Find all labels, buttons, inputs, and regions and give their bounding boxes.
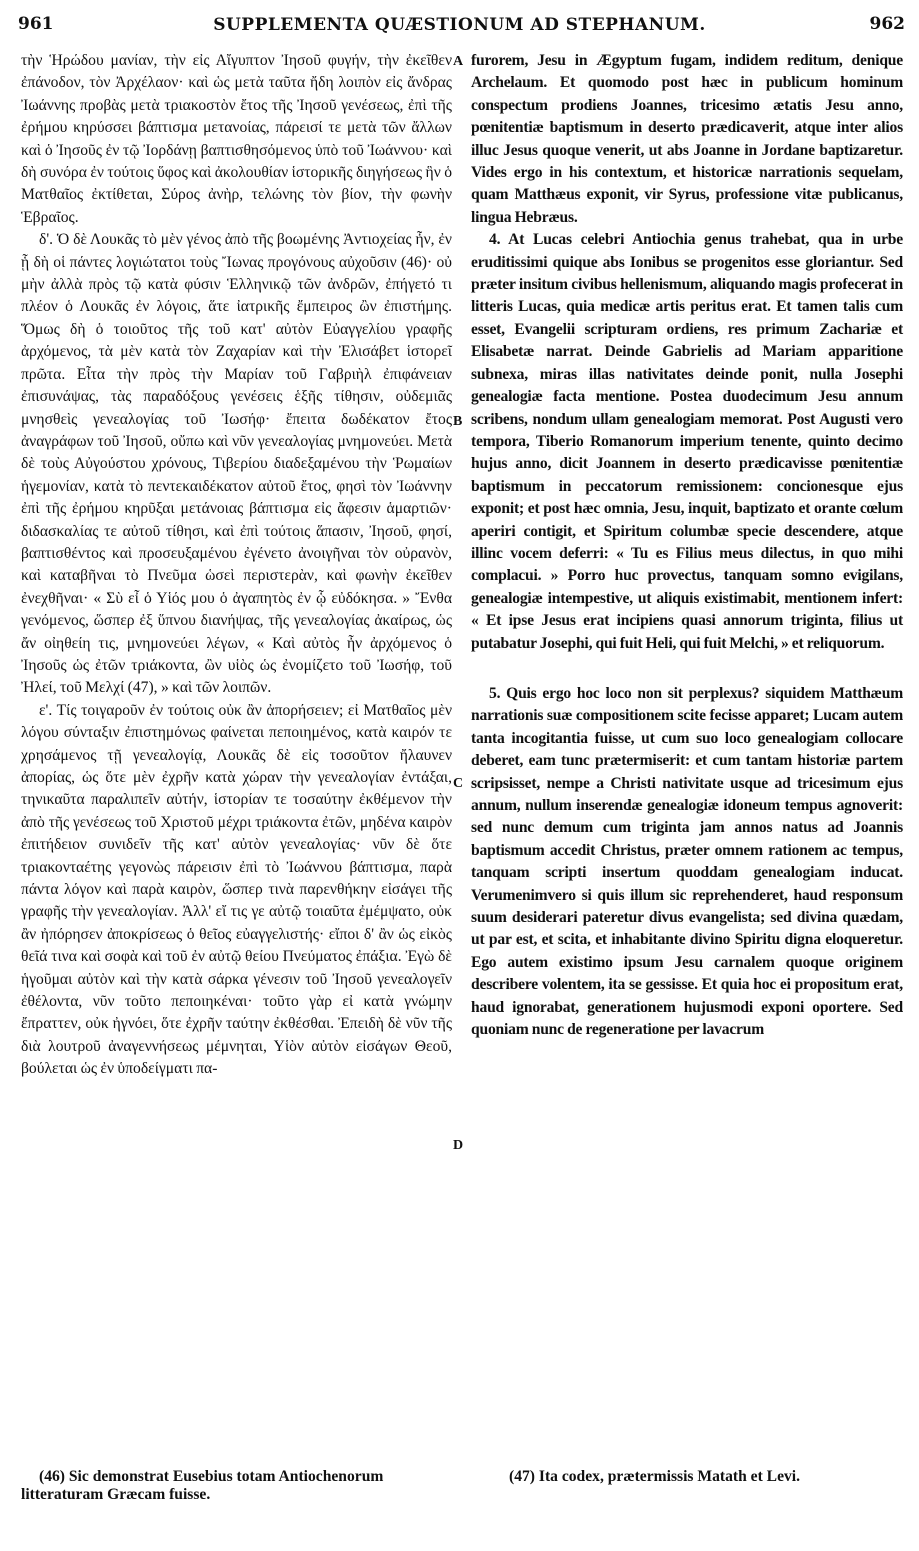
greek-paragraph: τὴν Ἡρώδου μανίαν, τὴν εἰς Αἴγυπτον Ἰησοῦ φυγήν, τὴν ἐκεῖθεν ἐπάνοδον, τὸν Ἀρχέλαον· καὶ ὡς μετὰ ταῦτα ἤδη λοιπὸν εἰς ἄνδρας Ἰωάννης προβὰς μετὰ τριακοστὸν ἔτος τῆς Ἰησοῦ γενέσεως, ἐπὶ τῆς ἐρήμου κηρύσσει βάπτισμα μετανοίας, πάρεισί τε μετὰ τῶν ἄλλων καὶ ὁ Ἰησοῦς ἐν τῷ Ἰορδάνῃ βαπτισθησόμενος ὑπὸ τοῦ Ἰωάννου· καὶ δὴ συνόρα ἐν τούτοις ὕφος καὶ ἀκολουθίαν ἱστορικῆς διηγήσεως ἣν ὁ Ματθαῖος ἐκτίθεται, Σύρος ἀνὴρ, τελώνης τὸν βίον, τὴν φωνὴν Ἑβραῖος. xyxy=(21,52,452,226)
latin-paragraph: 4. At Lucas celebri Antiochia genus trahebat, qua in urbe eruditissimi quique abs Ionibus se progenitos esse gloriantur. Sed præter insitum civibus hellenismum, aliquando magis profecerat in litteris Lucas, quia medicæ artis peritus erat. Et tamen talis cum esset, Evangelii scripturam ordiens, res primum Zachariæ et Elisabetæ narrat. Deinde Gabrielis ad Mariam apparitione subnexa, miras illas nativitates deinde ponit, nulla Josephi genealogiæ facta mentione. Postea duodecimum Jesu annum scribens, nondum ullam genealogiam memorat. Post Augusti vero tempora, Tiberio Romanorum imperium tenente, quinto decimo hujus anno, dicit Joannem in deserto prædicavisse pœnitentiæ baptismum in peccatorum remissionem: concionesque ejus exponit; et post hæc omnia, Jesu, inquit, baptizato et orante cœlum aperiri contigit, et Spiritum columbæ specie descendere, atque illinc vocem deferri: « Tu es Filius meus dilectus, in quo mihi complacui. » Porro huc provectus, tanquam somno evigilans, genealogiæ intempestive, ut aliquis existimabit, mentionem infert: « Et ipse Jesus erat incipiens quasi annorum triginta, filius ut putabatur Josephi, qui fuit Heli, qui fuit Melchi, » et reliquorum. xyxy=(471,231,903,652)
greek-paragraph: ε'. Τίς τοιγαροῦν ἐν τούτοις οὐκ ἂν ἀπορήσειεν; εἰ Ματθαῖος μὲν λόγου σύνταξιν ἐπιστημόνως φαίνεται πεποιημένος, κατὰ καιρόν τε χρησάμενος τῇ γενεαλογίᾳ, Λουκᾶς δὲ εἰς τοσοῦτον ἤλαυνεν ἀπορίας, ὡς ὅτε μὲν ἐχρῆν κατὰ χώραν τὴν γενεαλογίαν ἐντάξαι, τηνικαῦτα παραλιπεῖν αὐτήν, ἱστορίαν τε τοσαύτην ἐκθέμενον τὴν ἀπὸ τῆς γενέσεως τοῦ Χριστοῦ μέχρι τριάκοντα ἐτῶν, μηδένα καιρὸν ἐπιτήδειον συνιδεῖν τῆς κατ' αὐτὸν γενεαλογίας· νῦν δὲ ὅτε τριακονταέτης γεγονὼς πάρεισιν ἐπὶ τὸ Ἰωάννου βάπτισμα, παρὰ πάντα λόγον καὶ παρὰ καιρὸν, ὥσπερ τινὰ παρενθήκην εἰσάγει τῆς γραφῆς τὴν γενεαλογίαν. Ἀλλ' εἴ τις γε αὐτῷ τοιαῦτα ἐμέμψατο, οὐκ ἂν ἠπόρησεν ἀποκρίσεως ὁ θεῖος εὐαγγελιστής· εἴποι δ' ἂν ὡς εἰκὸς θεῖά τινα καὶ σοφὰ καὶ τοῦ ἐν αὐτῷ θείου Πνεύματος ἐπάξια. Ἐγὼ δὲ ἡγοῦμαι αὐτὸν καὶ τὴν κατὰ σάρκα γένεσιν τοῦ Ἰησοῦ γενεαλογεῖν ἐθέλοντα, νῦν τοῦτο πεποιηκέναι· τοῦτο γὰρ εἰ κατὰ γνώμην ἔπραττεν, οὐκ ἠγνόει, ὅτε ἐχρῆν ταύτην ἐκθέσθαι. Ἐπειδὴ δὲ νῦν τῆς διὰ λουτροῦ ἀναγεννήσεως μέμνηται, Υἱὸν αὐτὸν εἰσάγων Θεοῦ, βούλεται ὡς ἐν ὑποδείγματι πα- xyxy=(21,701,452,1078)
latin-column xyxy=(471,50,903,1041)
greek-column xyxy=(21,50,452,1081)
section-marker-c: C xyxy=(453,776,464,791)
running-title: SUPPLEMENTA QUÆSTIONUM AD STEPHANUM. xyxy=(213,15,706,35)
footnote-47: (47) Ita codex, prætermissis Matath et Levi. xyxy=(509,1468,801,1485)
running-header xyxy=(0,14,919,42)
section-marker-d: D xyxy=(453,1138,464,1153)
paragraph-gap xyxy=(471,655,903,683)
right-page-number: 962 xyxy=(869,14,905,34)
left-page-number: 961 xyxy=(18,14,54,34)
latin-paragraph: furorem, Jesu in Ægyptum fugam, indidem reditum, denique Archelaum. Et quomodo post hæc in publicum hominum conspectum prodiens Joannes, tricesimo ætatis Jesu anno, pœnitentiæ baptismum in deserto prædicaverit, atque inter alios illuc Jesus quoque venerit, ut abs Joanne in Jordane baptizaretur. Vides ergo in his contextum, et historicæ narrationis sequelam, quam Matthæus exponit, vir Syrus, professione vitæ publicanus, lingua Hebræus. xyxy=(471,52,903,226)
section-marker-a: A xyxy=(453,54,464,69)
footnotes xyxy=(21,1468,906,1528)
greek-paragraph: δ'. Ὁ δὲ Λουκᾶς τὸ μὲν γένος ἀπὸ τῆς βοωμένης Ἀντιοχείας ἦν, ἐν ᾗ δὴ οἱ πάντες λογιώτατοι τοὺς Ἴωνας προγόνους αὐχοῦσιν (46)· οὐ μὴν ἀλλὰ πρὸς τῷ κατὰ φύσιν Ἑλληνικῷ τῶν ἀνδρῶν, ἐπήγετό τι πλέον ὁ Λουκᾶς ἐν λόγοις, ἅτε ἰατρικῆς ἔμπειρος ὢν ἐπιστήμης. Ὅμως δὴ ὁ τοιοῦτος τῆς τοῦ κατ' αὐτὸν Εὐαγγελίου γραφῆς ἀρχόμενος, τὰ μὲν κατὰ τὸν Ζαχαρίαν καὶ τὴν Ἐλισάβετ ἱστορεῖ πρῶτα. Εἶτα τὴν πρὸς τὴν Μαρίαν τοῦ Γαβριὴλ ἐπιφάνειαν ἐπισυνάψας, τὰς παραδόξους γενέσεις ἑξῆς τίθησιν, οὐδεμιᾶς μνησθεὶς γενεαλογίας τοῦ Ἰωσήφ· ἔπειτα δωδέκατον ἔτος ἀναγράφων τοῦ Ἰησοῦ, οὔπω καὶ νῦν γενεαλογίας μνημονεύει. Μετὰ δὲ τοὺς Αὐγούστου χρόνους, Τιβερίου διαδεξαμένου τὴν Ῥωμαίων ἡγεμονίαν, κατὰ τὸ πεντεκαιδέκατον αὐτοῦ ἔτος, φησὶ τὸν Ἰωάννην ἐπὶ τῆς ἐρήμου κηρῦξαι μετάνοιας βάπτισμα εἰς ἄφεσιν ἁμαρτιῶν· διδασκαλίας τε αὐτοῦ τίθησι, καὶ ἐπὶ τούτοις ἅπασιν, Ἰησοῦ, φησί, βαπτισθέντος καὶ προσευξαμένου ἐγένετο ἀνοιγῆναι τὸν οὐρανὸν, καὶ καταβῆναι τὸ Πνεῦμα ὡσεὶ περιστερὰν, καὶ φωνὴν ἐκεῖθεν ἐνεχθῆναι· « Σὺ εἶ ὁ Υἱός μου ὁ ἀγαπητὸς ἐν ᾧ εὐδόκησα. » Ἔνθα γενόμενος, ὥσπερ ἐξ ὕπνου διανήψας, τῆς γενεαλογίας ἀκαίρως, ὡς ἄν οἰηθείη τις, μνημονεύει λέγων, « Καὶ αὐτὸς ἦν ἀρχόμενος ὁ Ἰησοῦς ὡς ἐτῶν τριάκοντα, ὢν υἱὸς ὡς ἐνομίζετο τοῦ Ἰωσήφ, τοῦ Ἠλεί, τοῦ Μελχί (47), » καὶ τῶν λοιπῶν. xyxy=(21,231,452,697)
latin-paragraph: 5. Quis ergo hoc loco non sit perplexus? siquidem Matthæum narrationis suæ compositionem scite fecisse apparet; Lucam autem tanta incogitantia fuisse, ut cum suo loco genealogiam collocare deberet, eam tunc prætermiserit: et cum tantam historiæ partem scripsisset, nempe a Christi nativitate usque ad tricesimum ejus annum, nullum inserendæ genealogiæ idoneum tempus agnoverit: sed nunc demum cum triginta jam annos natus ad Joannis baptismum accedit Christus, præter omnem rationem ac tempus, tanquam scripti insertum quoddam genealogiam inducat. Verumenimvero si quis illum sic reprehenderet, haud responsum suum desiderari pateretur divus evangelista; sed divina quædam, ut par est, et scita, et inhabitante divino Spiritu digna eloqueretur. Ego autem existimo ipsum Jesu carnalem quoque originem describere volentem, ita se gessisse. Et quia hoc ei propositum erat, haud ignorabat, generationem hujusmodi exponi oportere. Sed quoniam nunc de regeneratione per lavacrum xyxy=(471,684,903,1039)
section-marker-b: B xyxy=(453,414,463,429)
footnote-46: (46) Sic demonstrat Eusebius totam Antiochenorum litteraturam Græcam fuisse. xyxy=(21,1468,384,1503)
